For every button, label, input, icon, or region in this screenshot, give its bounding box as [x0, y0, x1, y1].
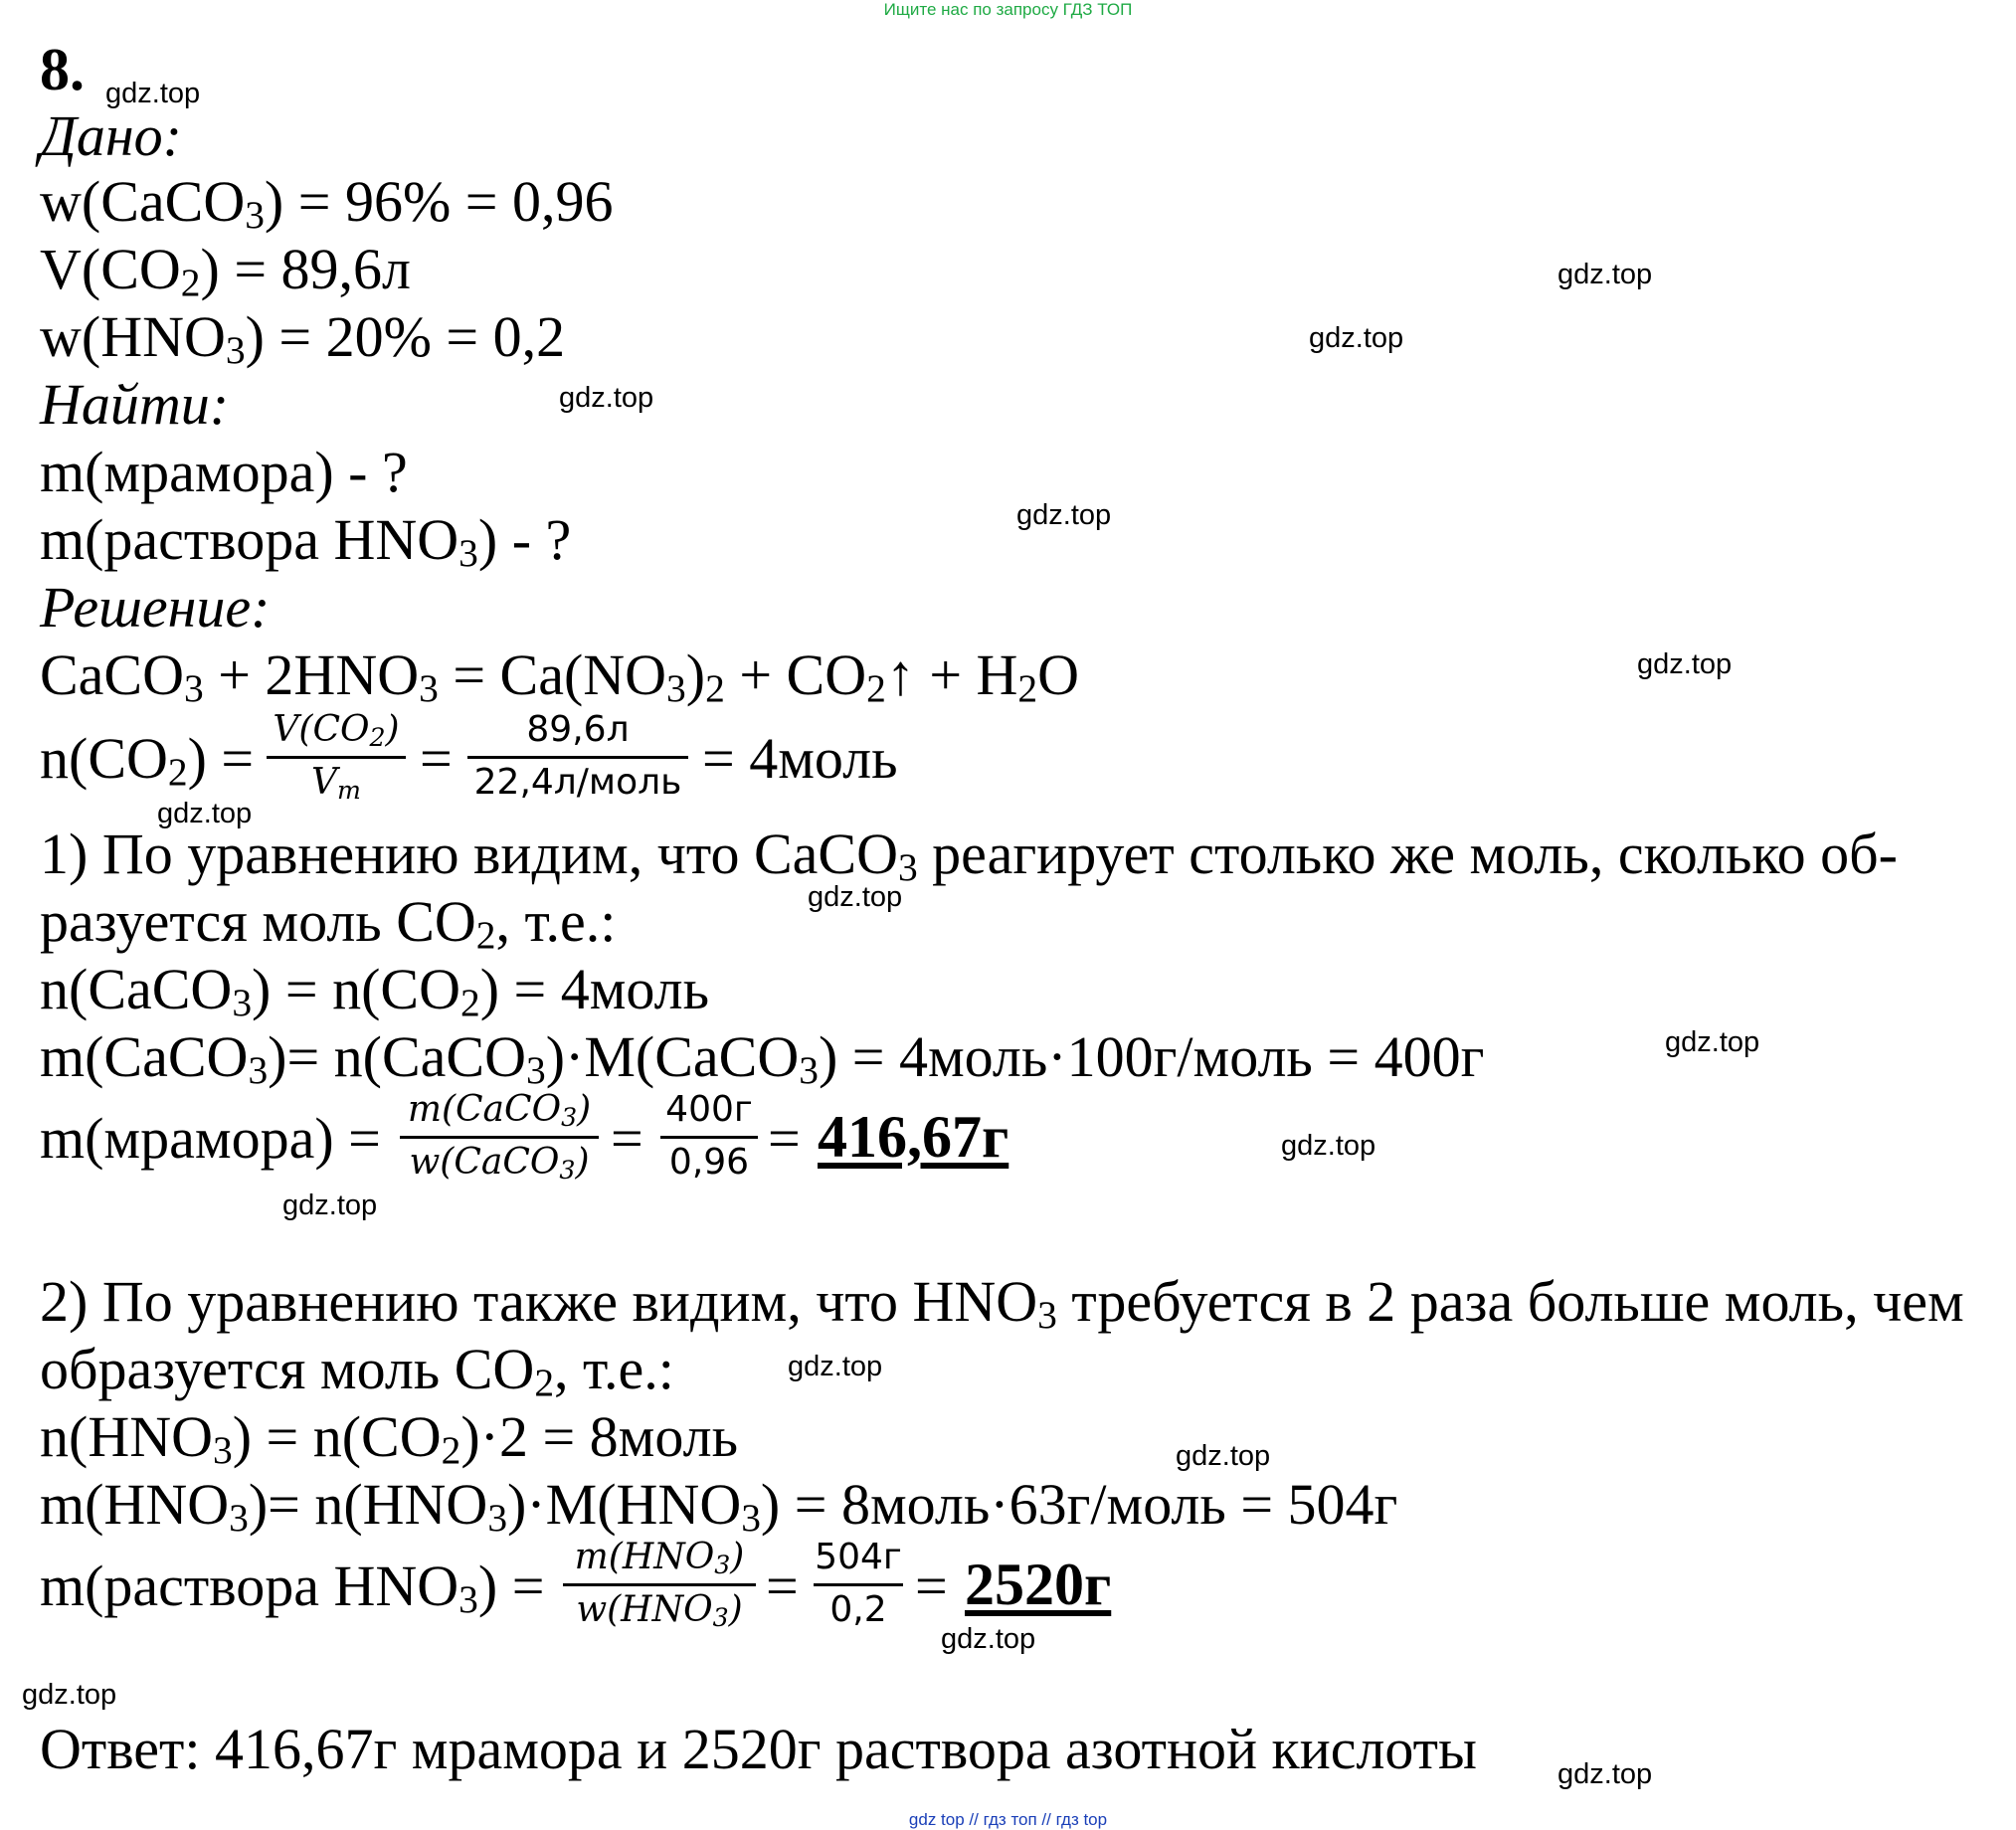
watermark: gdz.top — [105, 78, 201, 109]
equals-sign: = — [611, 1106, 643, 1171]
step2-paragraph-cont: образуется моль $CO_2$, т.е.: — [40, 1337, 674, 1405]
fraction-bar — [814, 1583, 903, 1586]
nco2-lhs: $n(CO_2)$ = — [40, 726, 255, 795]
fraction-bar — [267, 756, 406, 759]
fraction-numerator: 400г — [665, 1089, 753, 1130]
fraction-numerator: 89,6л — [526, 709, 630, 750]
given-line-1: w(CaCO$_3$) = 96% = 0,96 — [40, 169, 614, 238]
fraction-denominator: 22,4л/моль — [473, 762, 682, 803]
fraction-denominator: $w(HNO_3)$ — [576, 1589, 743, 1633]
fraction-numerator: $V(CO_2)$ — [273, 709, 400, 753]
watermark: gdz.top — [788, 1351, 883, 1382]
final-answer: Ответ: 416,67г мрамора и 2520г раствора азотной кислоты — [40, 1717, 1477, 1781]
fraction-denominator: 0,2 — [829, 1589, 887, 1630]
task-number: 8. — [40, 37, 85, 102]
find-line-2: m(раствора $HNO_3$) - ? — [40, 507, 572, 576]
watermark: gdz.top — [22, 1679, 117, 1711]
find-line-1: m(мрамора) - ? — [40, 440, 408, 504]
equals-sign: = — [420, 726, 453, 791]
fraction-denominator: w(CaCO$_3$) — [409, 1142, 590, 1186]
solution-fraction-2 — [814, 1538, 903, 1630]
marble-mass-lhs: m(мрамора) = — [40, 1106, 381, 1171]
step1-moles: n(CaCO$_3$) = $n(CO_2)$ = 4моль — [40, 957, 710, 1025]
watermark: gdz.top — [1637, 648, 1733, 680]
watermark: gdz.top — [559, 382, 654, 414]
step2-mass: $m(HNO_3)= n(HNO_3)\cdot M(HNO_3)$ = 8моль·63г/моль = 504г — [40, 1472, 1398, 1541]
fraction-numerator: $m(HNO_3)$ — [574, 1537, 745, 1580]
step1-paragraph-cont: разуется моль $CO_2$, т.е.: — [40, 889, 617, 958]
step1-mass: m(CaCO$_3$)= n(CaCO$_3$)·M(CaCO$_3$) = 4моль·100г/моль = 400г — [40, 1024, 1485, 1093]
solution-label: Решение: — [40, 575, 271, 640]
watermark: gdz.top — [1558, 259, 1653, 290]
solution-mass-lhs: m(раствора $HNO_3$) = — [40, 1554, 545, 1622]
fraction-numerator: 504г — [815, 1537, 902, 1577]
given-line-2: $V(CO_2) = 89,6л$ — [40, 237, 411, 305]
watermark: gdz.top — [1558, 1758, 1653, 1790]
given-label: Дано: — [40, 103, 182, 168]
watermark: gdz.top — [941, 1623, 1036, 1655]
fraction-numerator: m(CaCO$_3$) — [407, 1089, 592, 1133]
equals-sign: = — [768, 1106, 801, 1171]
fraction-denominator: 0,96 — [668, 1142, 750, 1183]
given-line-3: $w(HNO_3) = 20\% = 0,2$ — [40, 304, 566, 373]
watermark: gdz.top — [157, 798, 253, 829]
watermark: gdz.top — [1176, 1440, 1271, 1472]
equals-sign: = — [766, 1554, 799, 1618]
equals-sign: = — [915, 1554, 948, 1618]
watermark: gdz.top — [808, 881, 903, 913]
bottom-links-banner[interactable]: gdz top // гдз топ // гдз top — [908, 1810, 1108, 1829]
fraction-denominator: $V_m$ — [311, 762, 361, 806]
step2-paragraph: 2) По уравнению также видим, что $HNO_3$ требуется в 2 раза больше моль, чем — [40, 1269, 1964, 1338]
find-label: Найти: — [40, 372, 230, 437]
nco2-result: = 4моль — [702, 726, 898, 791]
solution-answer: 2520г — [965, 1552, 1112, 1617]
solution-fraction-1 — [563, 1537, 756, 1633]
watermark: gdz.top — [282, 1190, 378, 1221]
marble-fraction-2 — [660, 1090, 758, 1183]
fraction-bar — [660, 1136, 758, 1139]
watermark: gdz.top — [1016, 499, 1112, 531]
fraction-bar — [400, 1136, 599, 1139]
fraction-bar — [563, 1583, 756, 1586]
marble-answer: 416,67г — [818, 1104, 1009, 1170]
nco2-fraction-2 — [467, 710, 688, 803]
search-banner[interactable]: Ищите нас по запросу ГДЗ ТОП — [883, 0, 1133, 19]
watermark: gdz.top — [1665, 1026, 1760, 1058]
reaction-equation: CaCO$_3$ + $2HNO_3 = Ca(NO_3)_2$ + $CO_2↑ + H_2O$ — [40, 642, 1080, 711]
watermark: gdz.top — [1309, 322, 1404, 354]
watermark: gdz.top — [1281, 1130, 1376, 1162]
step1-paragraph: 1) По уравнению видим, что CaCO$_3$ реагирует столько же моль, сколько об- — [40, 822, 1898, 890]
fraction-bar — [467, 756, 688, 759]
marble-fraction-1 — [400, 1089, 599, 1186]
step2-moles: $n(HNO_3) = n(CO_2)\cdot 2$ = 8моль — [40, 1404, 739, 1473]
nco2-fraction-1 — [267, 709, 406, 806]
